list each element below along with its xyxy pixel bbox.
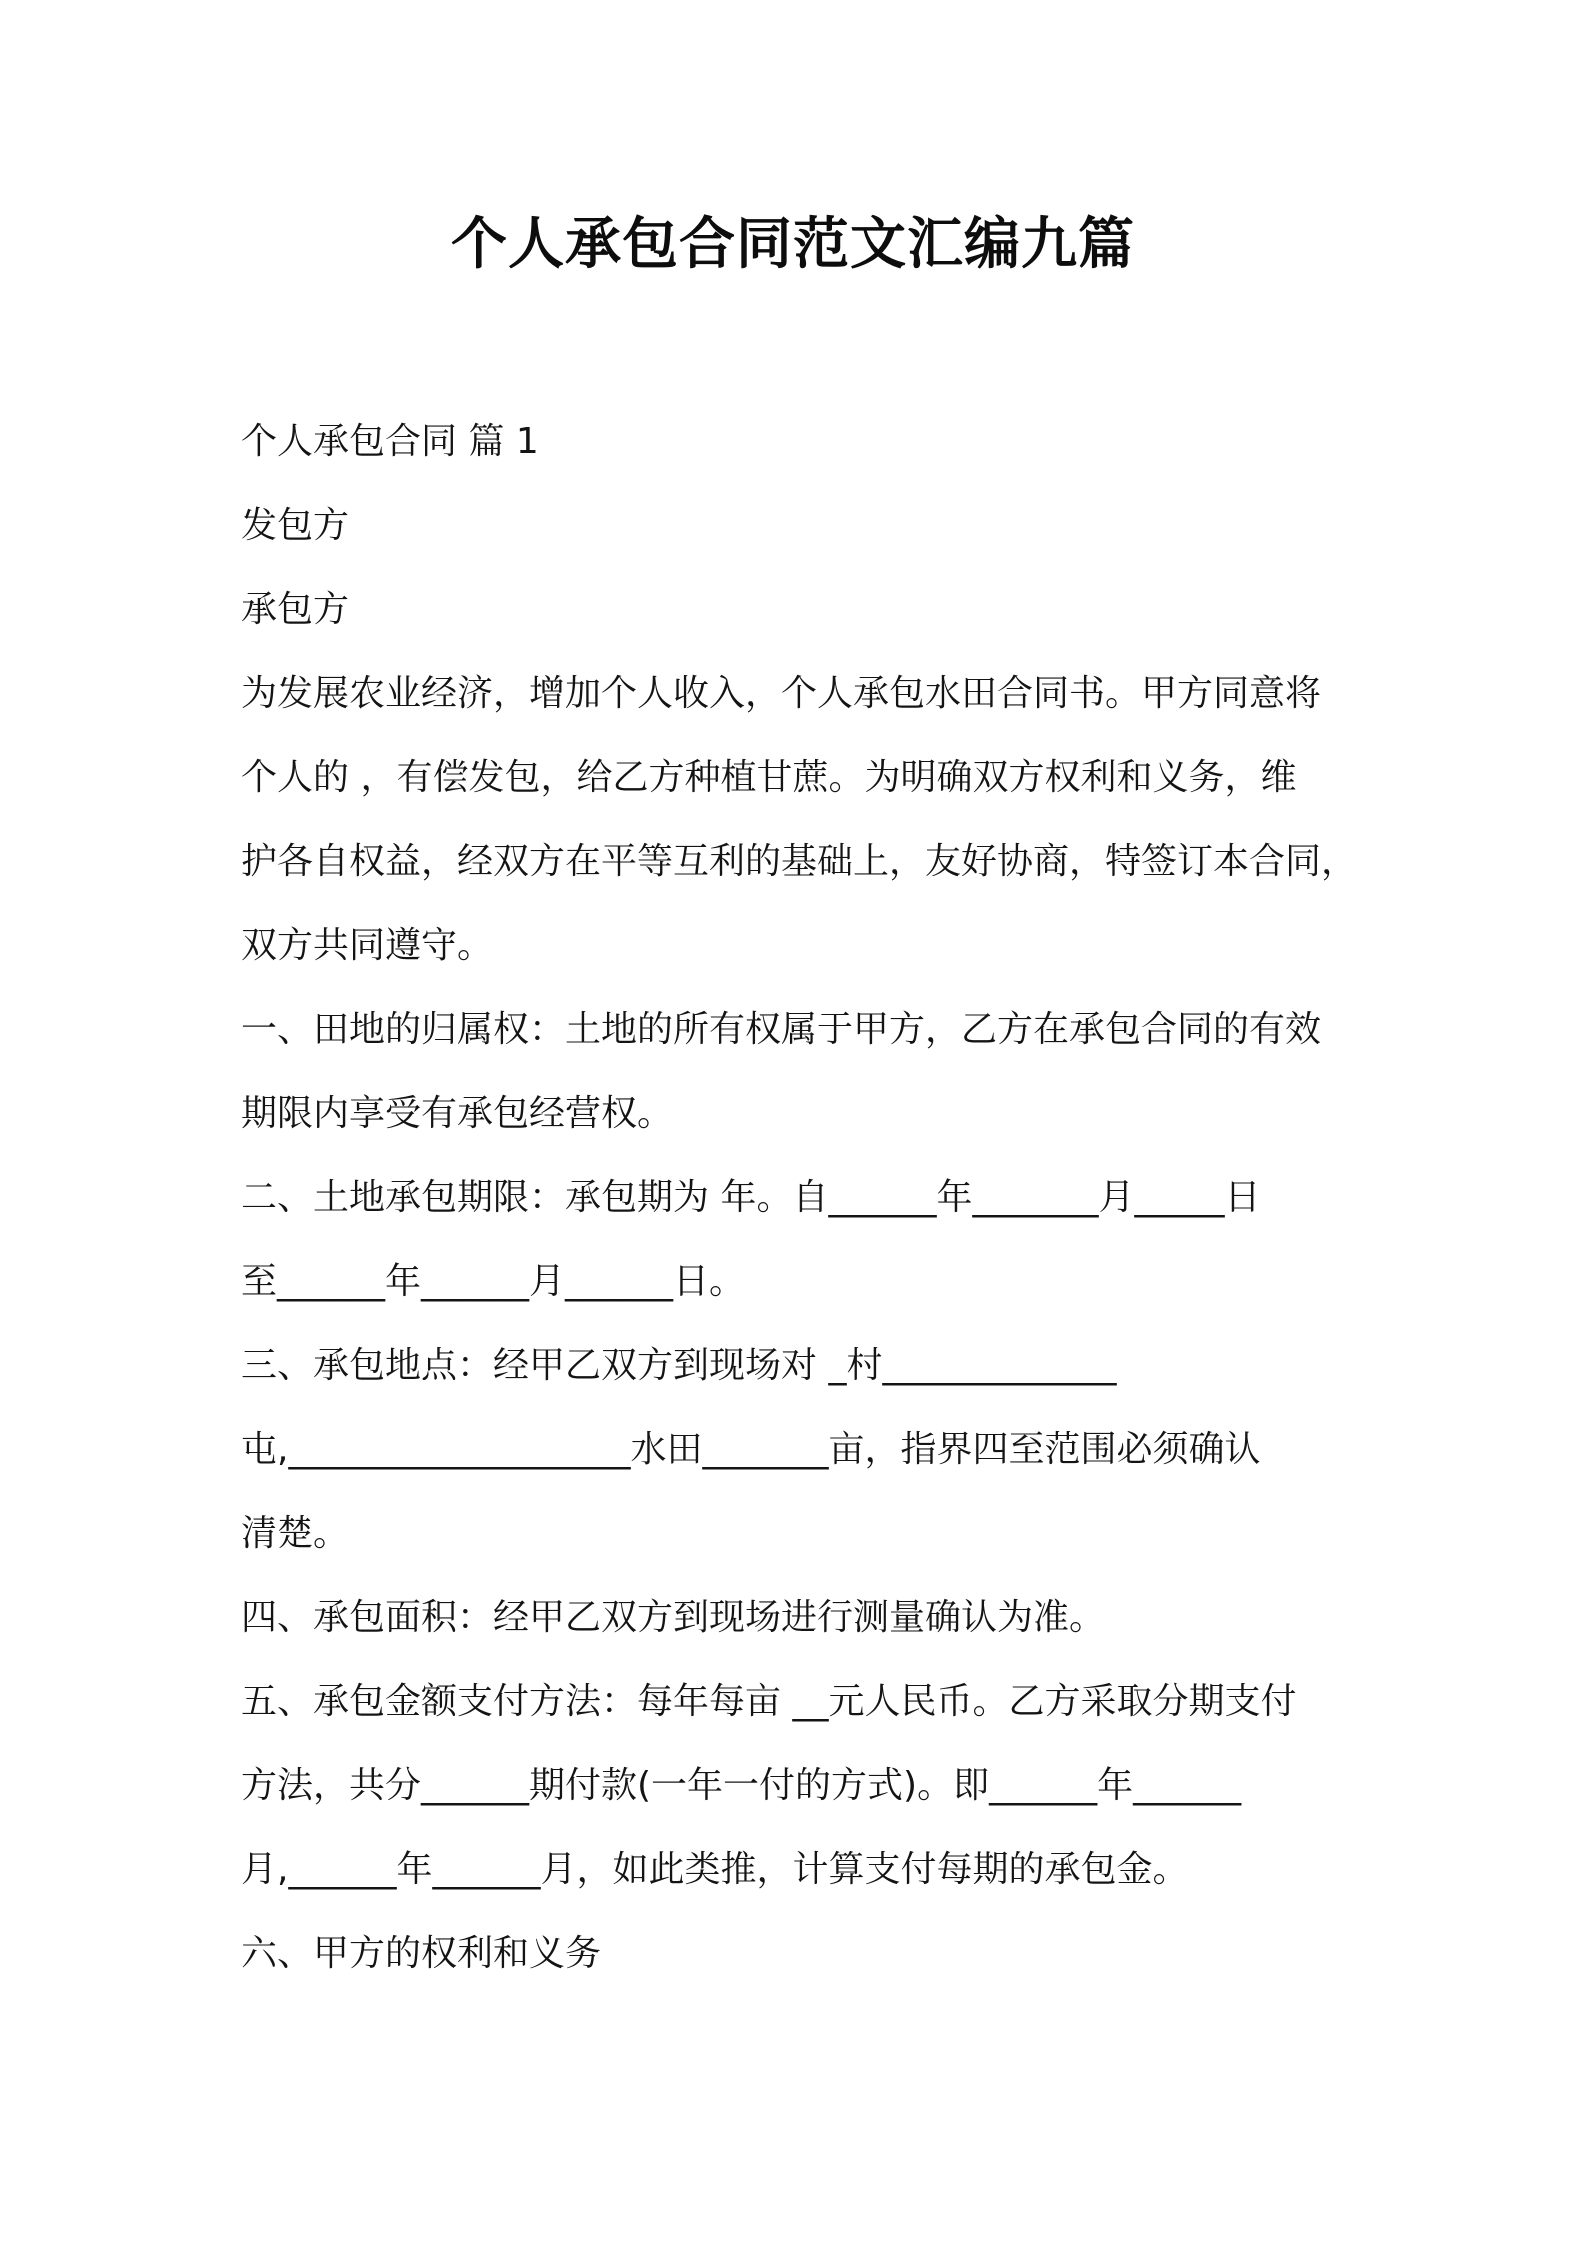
party-b-label: 承包方	[241, 589, 350, 630]
clause-line: 方法，共分______期付款(一年一付的方式)。即______年______	[241, 1765, 1242, 1806]
clause-line: 屯,___________________水田_______亩，指界四至范围必须确认	[241, 1429, 1261, 1470]
document-title: 个人承包合同范文汇编九篇	[451, 212, 1135, 277]
clause-line: 一、田地的归属权：土地的所有权属于甲方，乙方在承包合同的有效	[241, 1009, 1322, 1050]
clause-line: 月,______年______月，如此类推，计算支付每期的承包金。	[241, 1849, 1189, 1890]
clause-line: 五、承包金额支付方法：每年每亩 __元人民币。乙方采取分期支付	[241, 1681, 1297, 1722]
paragraph-line: 双方共同遵守。	[241, 925, 494, 966]
clause-line: 三、承包地点：经甲乙双方到现场对 _村_____________	[241, 1345, 1117, 1386]
paragraph-line: 个人的 ，有偿发包，给乙方种植甘蔗。为明确双方权利和义务，维	[241, 757, 1297, 798]
clause-line: 二、土地承包期限：承包期为 年。自______年_______月_____日	[241, 1177, 1261, 1218]
clause-line: 四、承包面积：经甲乙双方到现场进行测量确认为准。	[241, 1597, 1106, 1638]
clause-line: 六、甲方的权利和义务	[241, 1933, 602, 1974]
paragraph-line: 护各自权益，经双方在平等互利的基础上，友好协商，特签订本合同，	[241, 841, 1358, 882]
paragraph-line: 为发展农业经济，增加个人收入，个人承包水田合同书。甲方同意将	[241, 673, 1322, 714]
clause-line: 至______年______月______日。	[241, 1261, 746, 1302]
section-heading: 个人承包合同 篇 1	[241, 421, 539, 462]
clause-line: 期限内享受有承包经营权。	[241, 1093, 674, 1134]
document-body	[241, 400, 1361, 1996]
party-a-label: 发包方	[241, 505, 350, 546]
clause-line: 清楚。	[241, 1513, 350, 1554]
